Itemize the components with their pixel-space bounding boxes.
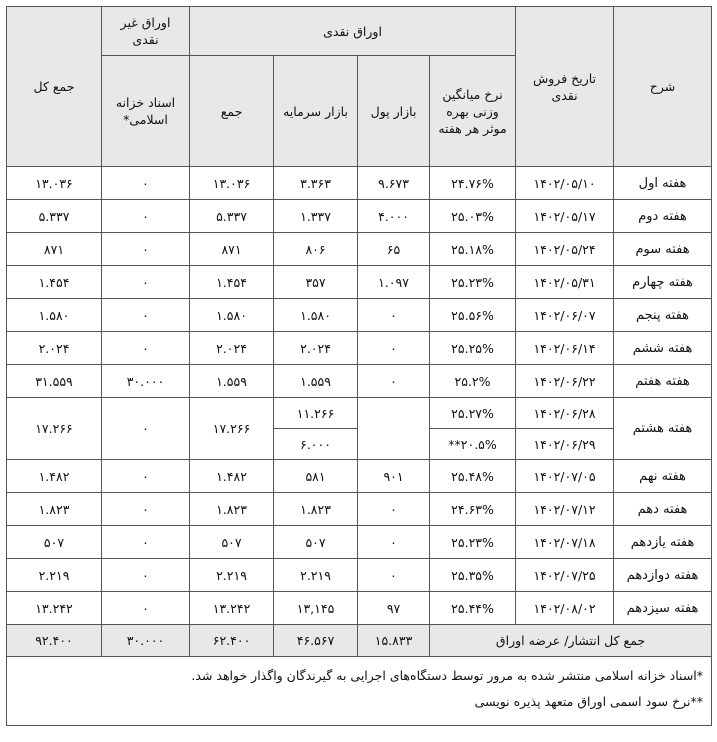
row-capital-market: ۱۳,۱۴۵ bbox=[274, 592, 358, 625]
table-row bbox=[7, 266, 712, 299]
row-total: ۲.۲۱۹ bbox=[7, 559, 102, 592]
row-capital-market: ۶.۰۰۰ bbox=[274, 429, 358, 460]
row-total: ۵.۳۳۷ bbox=[7, 200, 102, 233]
row-cash-sum: ۱.۴۵۴ bbox=[190, 266, 274, 299]
row-desc: هفته هفتم bbox=[614, 365, 712, 398]
row-capital-market: ۱.۳۳۷ bbox=[274, 200, 358, 233]
row-desc: هفته دوازدهم bbox=[614, 559, 712, 592]
row-desc: هفته چهارم bbox=[614, 266, 712, 299]
row-total: ۱.۵۸۰ bbox=[7, 299, 102, 332]
header-money-market: بازار پول bbox=[358, 56, 430, 167]
row-money-market: ۶۵ bbox=[358, 233, 430, 266]
row-treasury: ۰ bbox=[102, 233, 190, 266]
notes-cell bbox=[7, 657, 712, 726]
row-date: ۱۴۰۲/۰۷/۰۵ bbox=[516, 460, 614, 493]
row-rate: ۲۴.۷۶% bbox=[430, 167, 516, 200]
row-treasury: ۰ bbox=[102, 299, 190, 332]
row-rate: ۲۵.۵۶% bbox=[430, 299, 516, 332]
row-treasury: ۰ bbox=[102, 266, 190, 299]
row-money-market: ۰ bbox=[358, 332, 430, 365]
footer-money-market: ۱۵.۸۳۳ bbox=[358, 625, 430, 657]
row-date: ۱۴۰۲/۰۷/۱۸ bbox=[516, 526, 614, 559]
row-desc: هفته یازدهم bbox=[614, 526, 712, 559]
notes-row bbox=[7, 657, 712, 726]
row-desc: هفته دوم bbox=[614, 200, 712, 233]
row-date: ۱۴۰۲/۰۶/۲۹ bbox=[516, 429, 614, 460]
row-money-market: ۴.۰۰۰ bbox=[358, 200, 430, 233]
footer-treasury: ۳۰.۰۰۰ bbox=[102, 625, 190, 657]
row-money-market: ۹۰۱ bbox=[358, 460, 430, 493]
row-rate: ۲۵.۲۳% bbox=[430, 526, 516, 559]
securities-issuance-table bbox=[6, 6, 712, 726]
table-row bbox=[7, 167, 712, 200]
row-rate: ۲۵.۲۵% bbox=[430, 332, 516, 365]
row-desc: هفته پنجم bbox=[614, 299, 712, 332]
row-cash-sum: ۵۰۷ bbox=[190, 526, 274, 559]
row-desc: هفته سیزدهم bbox=[614, 592, 712, 625]
row-money-market: ۰ bbox=[358, 299, 430, 332]
row-desc: هفته سوم bbox=[614, 233, 712, 266]
row-money-market bbox=[358, 398, 430, 460]
footnote-rate: **نرخ سود اسمی اوراق متعهد پذیره نویسی bbox=[474, 694, 704, 709]
row-cash-sum: ۸۷۱ bbox=[190, 233, 274, 266]
securities-table-container bbox=[6, 6, 711, 726]
header-sale-date: تاریخ فروش نقدی bbox=[516, 7, 614, 167]
row-treasury: ۰ bbox=[102, 332, 190, 365]
table-row bbox=[7, 365, 712, 398]
row-cash-sum: ۵.۳۳۷ bbox=[190, 200, 274, 233]
table-row bbox=[7, 592, 712, 625]
row-date: ۱۴۰۲/۰۶/۰۷ bbox=[516, 299, 614, 332]
row-capital-market: ۱.۵۵۹ bbox=[274, 365, 358, 398]
row-date: ۱۴۰۲/۰۶/۲۸ bbox=[516, 398, 614, 429]
row-rate: ۲۵.۰۳% bbox=[430, 200, 516, 233]
table-row bbox=[7, 559, 712, 592]
table-row bbox=[7, 200, 712, 233]
row-capital-market: ۱.۵۸۰ bbox=[274, 299, 358, 332]
row-total: ۳۱.۵۵۹ bbox=[7, 365, 102, 398]
row-date: ۱۴۰۲/۰۶/۲۲ bbox=[516, 365, 614, 398]
row-capital-market: ۱۱.۲۶۶ bbox=[274, 398, 358, 429]
row-treasury: ۰ bbox=[102, 460, 190, 493]
row-desc: هفته ششم bbox=[614, 332, 712, 365]
row-capital-market: ۳۵۷ bbox=[274, 266, 358, 299]
row-desc: هفته هشتم bbox=[614, 398, 712, 460]
row-date: ۱۴۰۲/۰۵/۲۴ bbox=[516, 233, 614, 266]
header-cash-sum: جمع bbox=[190, 56, 274, 167]
footnote-treasury: *اسناد خزانه اسلامی منتشر شده به مرور توسط دستگاه‌های اجرایی به گیرندگان واگذار خواهد شد. bbox=[191, 668, 704, 683]
row-capital-market: ۱.۸۲۳ bbox=[274, 493, 358, 526]
row-rate: ۲۵.۴۸% bbox=[430, 460, 516, 493]
row-capital-market: ۵۰۷ bbox=[274, 526, 358, 559]
row-money-market: ۰ bbox=[358, 559, 430, 592]
header-noncash-group: اوراق غیر نقدی bbox=[102, 7, 190, 56]
header-grand-total: جمع کل bbox=[7, 7, 102, 167]
row-capital-market: ۲.۰۲۴ bbox=[274, 332, 358, 365]
row-cash-sum: ۱۷.۲۶۶ bbox=[190, 398, 274, 460]
row-money-market: ۰ bbox=[358, 526, 430, 559]
row-cash-sum: ۱۳.۰۳۶ bbox=[190, 167, 274, 200]
row-treasury: ۳۰.۰۰۰ bbox=[102, 365, 190, 398]
row-capital-market: ۵۸۱ bbox=[274, 460, 358, 493]
row-date: ۱۴۰۲/۰۵/۱۷ bbox=[516, 200, 614, 233]
row-capital-market: ۲.۲۱۹ bbox=[274, 559, 358, 592]
row-date: ۱۴۰۲/۰۵/۱۰ bbox=[516, 167, 614, 200]
footer-label: جمع کل انتشار/ عرضه اوراق bbox=[430, 625, 712, 657]
row-total: ۱۷.۲۶۶ bbox=[7, 398, 102, 460]
row-total: ۲.۰۲۴ bbox=[7, 332, 102, 365]
row-cash-sum: ۲.۲۱۹ bbox=[190, 559, 274, 592]
header-islamic-treasury: اسناد خزانه اسلامی* bbox=[102, 56, 190, 167]
row-date: ۱۴۰۲/۰۷/۱۲ bbox=[516, 493, 614, 526]
row-total: ۵۰۷ bbox=[7, 526, 102, 559]
row-total: ۱.۴۵۴ bbox=[7, 266, 102, 299]
footer-cash-sum: ۶۲.۴۰۰ bbox=[190, 625, 274, 657]
row-cash-sum: ۱.۴۸۲ bbox=[190, 460, 274, 493]
header-desc: شرح bbox=[614, 7, 712, 167]
row-cash-sum: ۲.۰۲۴ bbox=[190, 332, 274, 365]
header-capital-market: بازار سرمایه bbox=[274, 56, 358, 167]
table-row-week8-a bbox=[7, 398, 712, 429]
row-desc: هفته اول bbox=[614, 167, 712, 200]
row-money-market: ۹۷ bbox=[358, 592, 430, 625]
table-row bbox=[7, 233, 712, 266]
row-rate: ۲۵.۲۳% bbox=[430, 266, 516, 299]
row-rate: ۲۵.۱۸% bbox=[430, 233, 516, 266]
row-treasury: ۰ bbox=[102, 200, 190, 233]
footer-capital-market: ۴۶.۵۶۷ bbox=[274, 625, 358, 657]
row-treasury: ۰ bbox=[102, 493, 190, 526]
row-treasury: ۰ bbox=[102, 167, 190, 200]
row-money-market: ۰ bbox=[358, 493, 430, 526]
table-footer-row bbox=[7, 625, 712, 657]
row-capital-market: ۳.۳۶۳ bbox=[274, 167, 358, 200]
row-total: ۱.۸۲۳ bbox=[7, 493, 102, 526]
row-money-market: ۰ bbox=[358, 365, 430, 398]
header-rate: نرخ میانگین وزنی بهره موثر هر هفته bbox=[430, 56, 516, 167]
header-cash-group: اوراق نقدی bbox=[190, 7, 516, 56]
row-rate: ۲۰.۵%** bbox=[430, 429, 516, 460]
row-treasury: ۰ bbox=[102, 592, 190, 625]
row-total: ۱۳.۰۳۶ bbox=[7, 167, 102, 200]
row-total: ۱۳.۲۴۲ bbox=[7, 592, 102, 625]
row-cash-sum: ۱.۵۸۰ bbox=[190, 299, 274, 332]
row-total: ۱.۴۸۲ bbox=[7, 460, 102, 493]
table-row bbox=[7, 526, 712, 559]
row-rate: ۲۵.۲% bbox=[430, 365, 516, 398]
row-date: ۱۴۰۲/۰۵/۳۱ bbox=[516, 266, 614, 299]
row-date: ۱۴۰۲/۰۷/۲۵ bbox=[516, 559, 614, 592]
row-capital-market: ۸۰۶ bbox=[274, 233, 358, 266]
row-treasury: ۰ bbox=[102, 526, 190, 559]
row-total: ۸۷۱ bbox=[7, 233, 102, 266]
row-cash-sum: ۱۳.۲۴۲ bbox=[190, 592, 274, 625]
footer-total: ۹۲.۴۰۰ bbox=[7, 625, 102, 657]
row-cash-sum: ۱.۸۲۳ bbox=[190, 493, 274, 526]
row-desc: هفته نهم bbox=[614, 460, 712, 493]
row-treasury: ۰ bbox=[102, 398, 190, 460]
table-row bbox=[7, 299, 712, 332]
row-money-market: ۹.۶۷۳ bbox=[358, 167, 430, 200]
table-row bbox=[7, 493, 712, 526]
row-date: ۱۴۰۲/۰۸/۰۲ bbox=[516, 592, 614, 625]
row-rate: ۲۴.۶۳% bbox=[430, 493, 516, 526]
table-row bbox=[7, 332, 712, 365]
row-rate: ۲۵.۳۵% bbox=[430, 559, 516, 592]
table-row bbox=[7, 460, 712, 493]
row-cash-sum: ۱.۵۵۹ bbox=[190, 365, 274, 398]
row-rate: ۲۵.۴۴% bbox=[430, 592, 516, 625]
row-date: ۱۴۰۲/۰۶/۱۴ bbox=[516, 332, 614, 365]
row-money-market: ۱.۰۹۷ bbox=[358, 266, 430, 299]
row-desc: هفته دهم bbox=[614, 493, 712, 526]
row-treasury: ۰ bbox=[102, 559, 190, 592]
row-rate: ۲۵.۲۷% bbox=[430, 398, 516, 429]
